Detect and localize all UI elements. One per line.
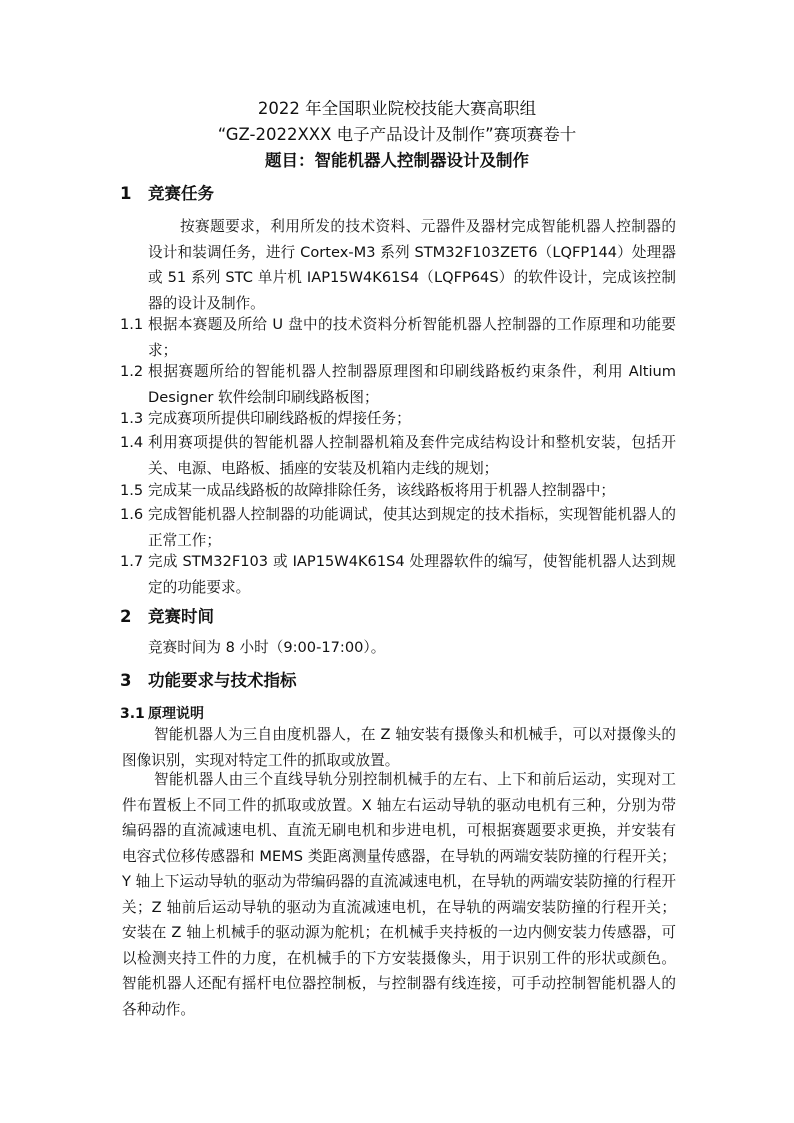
principle-paragraph-1: 智能机器人为三自由度机器人，在 Z 轴安装有摄像头和机械手，可以对摄像头的图像识别，实现对特定工件的抓取或放置。 xyxy=(122,726,676,769)
task-item-text: 根据赛题所给的智能机器人控制器原理图和印刷线路板约束条件，利用 Altium Designer 软件绘制印刷线路板图； xyxy=(148,363,676,406)
section-1-number: 1 xyxy=(120,184,132,203)
section-3-number: 3 xyxy=(120,671,132,690)
competition-time-text: 竞赛时间为 8 小时（9:00-17:00）。 xyxy=(148,639,386,656)
section-2-number: 2 xyxy=(120,607,132,626)
task-item-number: 1.1 xyxy=(120,316,144,333)
section-1-heading xyxy=(120,181,214,207)
section-3-heading xyxy=(120,668,297,694)
task-item-1-4 xyxy=(120,430,676,481)
exam-subject-title: 题目：智能机器人控制器设计及制作 xyxy=(265,151,529,170)
subsection-3-1-number: 3.1 xyxy=(120,706,145,722)
task-item-1-2 xyxy=(120,359,676,410)
exam-title-line2: “GZ-2022XXX 电子产品设计及制作”赛项赛卷十 xyxy=(217,125,577,144)
section-1-intro: 按赛题要求，利用所发的技术资料、元器件及器材完成智能机器人控制器的设计和装调任务，进行 Cortex-M3 系列 STM32F103ZET6（LQFP144）处理器或 51 系列 STC 单片机 IAP15W4K61S4（LQFP64S）的软件设计，完成该控制器的设计及制作。 xyxy=(148,218,676,312)
task-item-number: 1.2 xyxy=(120,363,144,380)
task-item-1-3 xyxy=(120,406,676,432)
task-item-1-5 xyxy=(120,478,676,504)
subsection-3-1-title: 原理说明 xyxy=(148,706,204,722)
task-item-1-6 xyxy=(120,502,676,553)
task-item-text: 完成 STM32F103 或 IAP15W4K61S4 处理器软件的编写，使智能机器人达到规定的功能要求。 xyxy=(148,553,676,596)
task-item-text: 根据本赛题及所给 U 盘中的技术资料分析智能机器人控制器的工作原理和功能要求； xyxy=(148,316,676,359)
section-2-title: 竞赛时间 xyxy=(148,607,214,626)
task-item-1-1 xyxy=(120,312,676,363)
task-item-number: 1.4 xyxy=(120,434,144,451)
task-item-text: 完成智能机器人控制器的功能调试，使其达到规定的技术指标，实现智能机器人的正常工作； xyxy=(148,506,676,549)
section-2-heading xyxy=(120,604,214,630)
task-item-number: 1.3 xyxy=(120,410,144,427)
section-3-title: 功能要求与技术指标 xyxy=(148,671,297,690)
task-item-text: 利用赛项提供的智能机器人控制器机箱及套件完成结构设计和整机安装，包括开关、电源、电路板、插座的安装及机箱内走线的规划； xyxy=(148,434,676,477)
task-item-number: 1.7 xyxy=(120,553,144,570)
task-item-text: 完成赛项所提供印刷线路板的焊接任务； xyxy=(148,410,411,427)
principle-paragraph-2: 智能机器人由三个直线导轨分别控制机械手的左右、上下和前后运动，实现对工件布置板上不同工件的抓取或放置。X 轴左右运动导轨的驱动电机有三种，分别为带编码器的直流减速电机、直流无刷电机和步进电机，可根据赛题要求更换，并安装有电容式位移传感器和 MEMS 类距离测量传感器，在导轨的两端安装防撞的行程开关；Y 轴上下运动导轨的驱动为带编码器的直流减速电机，在导轨的两端安装防撞的行程开关；Z 轴前后运动导轨的驱动为直流减速电机，在导轨的两端安装防撞的行程开关；安装在 Z 轴上机械手的驱动源为舵机；在机械手夹持板的一边内侧安装力传感器，可以检测夹持工件的力度，在机械手的下方安装摄像头，用于识别工件的形状或颜色。智能机器人还配有摇杆电位器控制板，与控制器有线连接，可手动控制智能机器人的各种动作。 xyxy=(122,771,676,1018)
exam-title-line1: 2022 年全国职业院校技能大赛高职组 xyxy=(257,99,537,118)
task-item-1-7 xyxy=(120,549,676,600)
task-item-number: 1.5 xyxy=(120,482,144,499)
section-1-title: 竞赛任务 xyxy=(148,184,214,203)
task-item-number: 1.6 xyxy=(120,506,144,523)
task-item-text: 完成某一成品线路板的故障排除任务，该线路板将用于机器人控制器中； xyxy=(148,482,616,499)
